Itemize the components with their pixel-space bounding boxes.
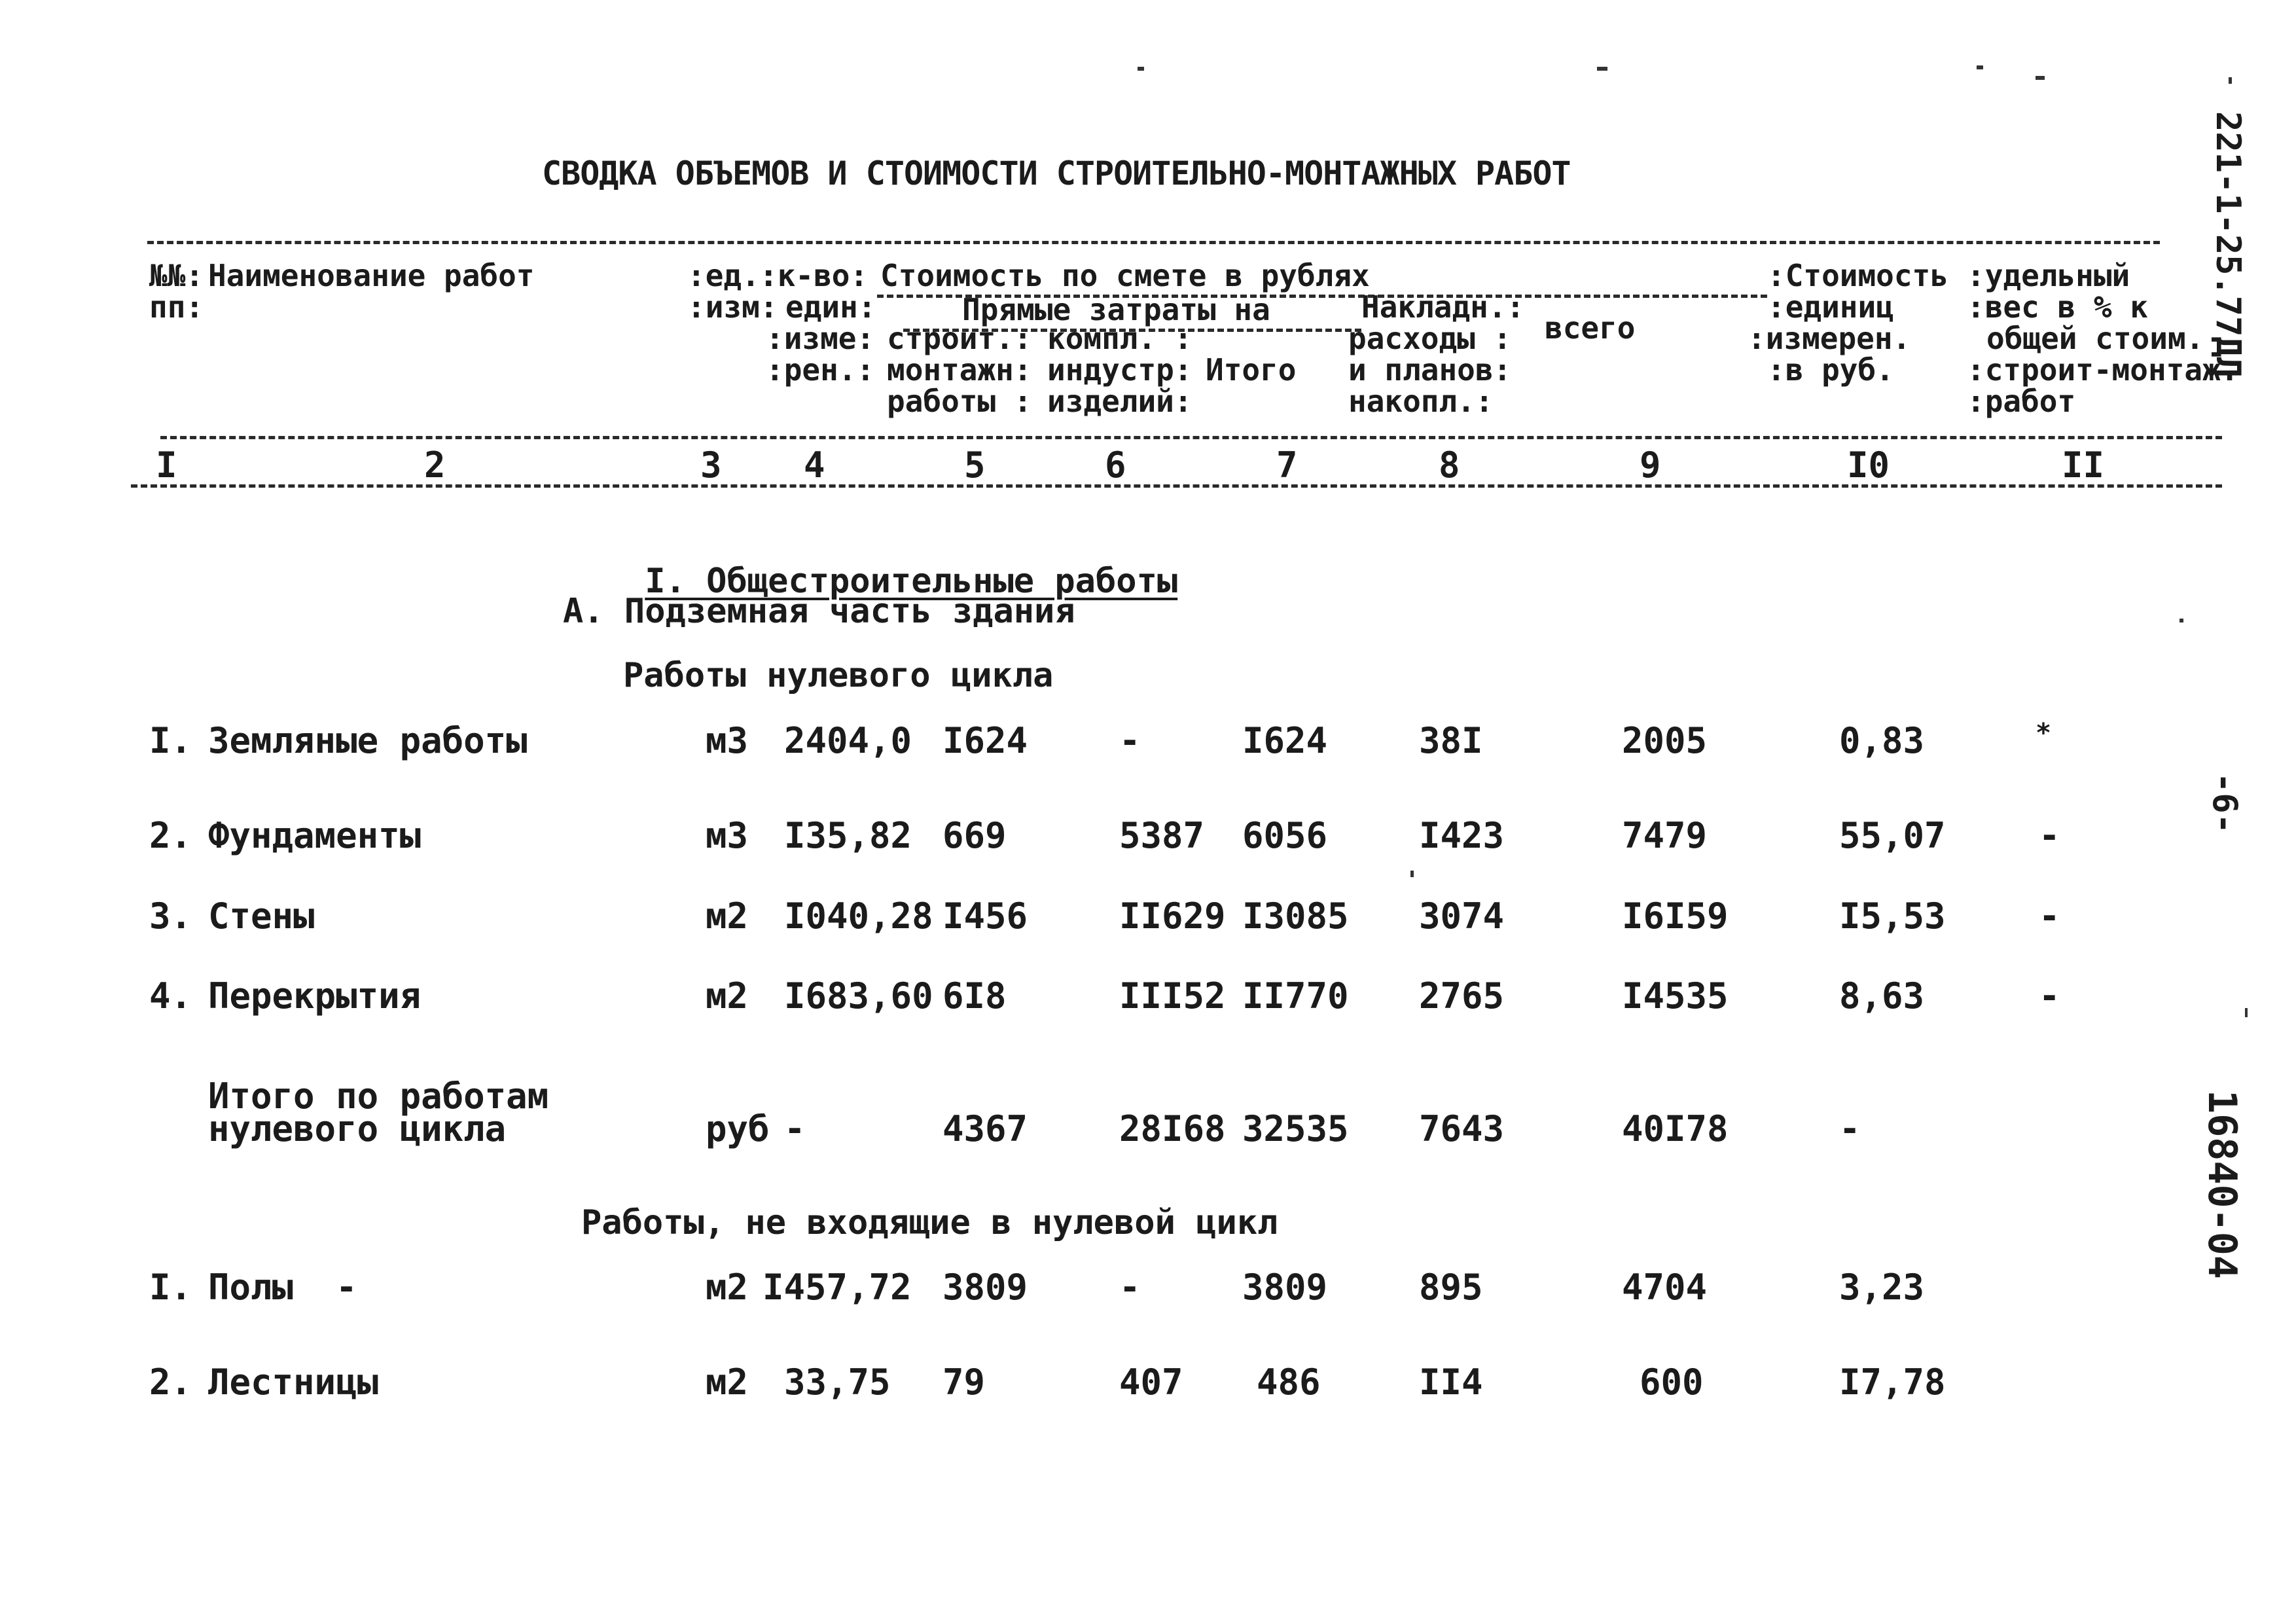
column-number: 9 <box>1640 444 1661 486</box>
header-col2: Наименование работ <box>208 258 535 293</box>
scan-speck <box>1138 67 1144 71</box>
header-col5-line1: строит.: <box>887 321 1032 356</box>
scan-speck <box>2229 77 2232 84</box>
column-number: I0 <box>1847 444 1890 486</box>
header-col6-line3: изделий: <box>1047 384 1193 419</box>
row-c9: 7479 <box>1622 815 1708 856</box>
section-underground: А. Подземная часть здания <box>563 592 1075 631</box>
row-c7: 486 <box>1257 1362 1321 1403</box>
column-number: II <box>2062 444 2105 486</box>
row-c6: III52 <box>1119 975 1226 1017</box>
row-number: 4. <box>149 975 192 1017</box>
row-unit: м3 <box>706 720 749 761</box>
column-number: 4 <box>804 444 825 486</box>
side-page-number: -6- <box>2205 772 2244 834</box>
header-col1-line1: №№: <box>149 258 204 293</box>
row-c6: II629 <box>1119 895 1226 937</box>
total-c6: 28I68 <box>1119 1108 1226 1149</box>
row-c9: 2005 <box>1622 720 1708 761</box>
row-c6: 5387 <box>1119 815 1205 856</box>
section-zero-cycle: Работы нулевого цикла <box>623 656 1054 695</box>
header-col10-line1: :Стоимость <box>1767 258 1948 293</box>
row-c7: 6056 <box>1242 815 1328 856</box>
document-title: СВОДКА ОБЪЕМОВ И СТОИМОСТИ СТРОИТЕЛЬНО-МОНТАЖНЫХ РАБОТ <box>542 154 1571 192</box>
side-code-top: 221-1-25.77ДЛ <box>2208 111 2248 378</box>
column-number: I <box>156 444 177 486</box>
row-c8: 3074 <box>1419 895 1505 937</box>
row-c7: I624 <box>1242 720 1328 761</box>
header-col4-line1: :к-во: <box>759 258 869 293</box>
scan-speck <box>1597 67 1607 71</box>
row-c11: - <box>2039 815 2060 856</box>
row-unit: м2 <box>706 895 749 937</box>
row-name: Полы - <box>208 1267 357 1308</box>
total-c7: 32535 <box>1242 1108 1349 1149</box>
row-c8: II4 <box>1419 1362 1483 1403</box>
row-c5: 79 <box>942 1362 986 1403</box>
row-number: I. <box>149 1267 192 1308</box>
header-col3-line1: :ед.: <box>687 258 778 293</box>
row-c10: 0,83 <box>1839 720 1925 761</box>
row-c7: II770 <box>1242 975 1349 1017</box>
column-number: 3 <box>700 444 722 486</box>
row-number: 2. <box>149 1362 192 1403</box>
row-c10: I5,53 <box>1839 895 1946 937</box>
header-col5-line3: работы : <box>887 384 1032 419</box>
row-unit: м2 <box>706 1267 749 1308</box>
header-col10-line3: :измерен. <box>1748 321 1911 356</box>
row-c7: 3809 <box>1242 1267 1328 1308</box>
header-col11-line2: :вес в % к <box>1967 289 2148 325</box>
row-c8: I423 <box>1419 815 1505 856</box>
column-number: 2 <box>424 444 446 486</box>
total-name-line2: нулевого цикла <box>208 1108 507 1149</box>
header-direct-group: Прямые затраты на <box>962 292 1270 327</box>
header-col9: всего <box>1545 310 1636 346</box>
header-col11-line1: :удельный <box>1967 258 2130 293</box>
row-qty: I457,72 <box>762 1267 912 1308</box>
column-number: 5 <box>964 444 986 486</box>
header-col10-line4: :в руб. <box>1767 352 1894 388</box>
header-col6-line2: индустр: <box>1047 352 1193 388</box>
column-number: 6 <box>1105 444 1126 486</box>
row-c8: 38I <box>1419 720 1483 761</box>
total-c5: 4367 <box>942 1108 1028 1149</box>
row-c11: * <box>2036 718 2052 748</box>
row-c5: I456 <box>942 895 1028 937</box>
header-col11-line5: :работ <box>1967 384 2076 419</box>
row-c10: I7,78 <box>1839 1362 1946 1403</box>
row-c8: 895 <box>1419 1267 1483 1308</box>
row-c5: 6I8 <box>942 975 1007 1017</box>
section-non-zero-cycle: Работы, не входящие в нулевой цикл <box>581 1203 1278 1242</box>
header-col8-line4: накопл.: <box>1348 384 1494 419</box>
row-c10: 55,07 <box>1839 815 1946 856</box>
row-c6: - <box>1119 720 1141 761</box>
row-qty: I040,28 <box>784 895 933 937</box>
row-number: 3. <box>149 895 192 937</box>
section-general-works-label: I. Общестроительные работы <box>645 562 1178 601</box>
header-col11-line3: общей стоим. <box>1986 321 2204 356</box>
row-c6: - <box>1119 1267 1141 1308</box>
total-c9: 40I78 <box>1622 1108 1729 1149</box>
header-col8-line3: и планов: <box>1348 352 1512 388</box>
header-top-rule <box>147 241 2160 244</box>
row-qty: I683,60 <box>784 975 933 1017</box>
row-c5: 3809 <box>942 1267 1028 1308</box>
scan-speck <box>1410 871 1414 877</box>
total-unit: руб <box>706 1108 770 1149</box>
row-name: Лестницы <box>208 1362 379 1403</box>
row-unit: м2 <box>706 975 749 1017</box>
row-unit: м3 <box>706 815 749 856</box>
row-c10: 8,63 <box>1839 975 1925 1017</box>
header-col8-line1: Накладн.: <box>1361 289 1525 325</box>
header-col4-line2: един: <box>785 289 876 325</box>
row-qty: 33,75 <box>784 1362 891 1403</box>
row-c9: I6I59 <box>1622 895 1729 937</box>
header-col11-line4: :строит-монтаж. <box>1967 352 2239 388</box>
header-col4-line3: :изме: <box>766 321 875 356</box>
row-c11: - <box>2039 975 2060 1017</box>
row-name: Земляные работы <box>208 720 528 761</box>
header-col1-line2: пп: <box>149 289 204 325</box>
scan-speck <box>2179 619 2183 623</box>
row-c10: 3,23 <box>1839 1267 1925 1308</box>
header-col7: Итого <box>1206 352 1297 388</box>
header-col10-line2: :единиц <box>1767 289 1894 325</box>
scan-speck <box>2245 1008 2248 1017</box>
scan-speck <box>2036 76 2045 80</box>
row-number: 2. <box>149 815 192 856</box>
row-c7: I3085 <box>1242 895 1349 937</box>
header-bottom-rule <box>160 436 2222 439</box>
header-col4-line4: :рен.: <box>766 352 875 388</box>
row-c9: I4535 <box>1622 975 1729 1017</box>
row-c9: 600 <box>1640 1362 1704 1403</box>
header-col6-line1: компл. : <box>1047 321 1193 356</box>
row-qty: 2404,0 <box>784 720 912 761</box>
row-unit: м2 <box>706 1362 749 1403</box>
header-cost-group: Стоимость по смете в рублях <box>880 258 1370 293</box>
header-col5-line2: монтажн: <box>887 352 1032 388</box>
total-name-line1: Итого по работам <box>208 1075 549 1117</box>
row-c6: 407 <box>1119 1362 1183 1403</box>
total-c10: - <box>1839 1108 1861 1149</box>
row-c5: 669 <box>942 815 1007 856</box>
row-c5: I624 <box>942 720 1028 761</box>
row-name: Фундаменты <box>208 815 422 856</box>
side-code-bottom: 16840-04 <box>2199 1090 2245 1279</box>
row-qty: I35,82 <box>784 815 912 856</box>
column-number: 8 <box>1439 444 1460 486</box>
row-name: Перекрытия <box>208 975 422 1017</box>
column-number: 7 <box>1276 444 1298 486</box>
row-number: I. <box>149 720 192 761</box>
scan-speck <box>1977 65 1983 69</box>
row-c8: 2765 <box>1419 975 1505 1017</box>
row-name: Стены <box>208 895 315 937</box>
row-c9: 4704 <box>1622 1267 1708 1308</box>
header-col3-line2: :изм: <box>687 289 778 325</box>
total-qty: - <box>784 1108 806 1149</box>
row-c11: - <box>2039 895 2060 937</box>
total-c8: 7643 <box>1419 1108 1505 1149</box>
header-col8-line2: расходы : <box>1348 321 1512 356</box>
